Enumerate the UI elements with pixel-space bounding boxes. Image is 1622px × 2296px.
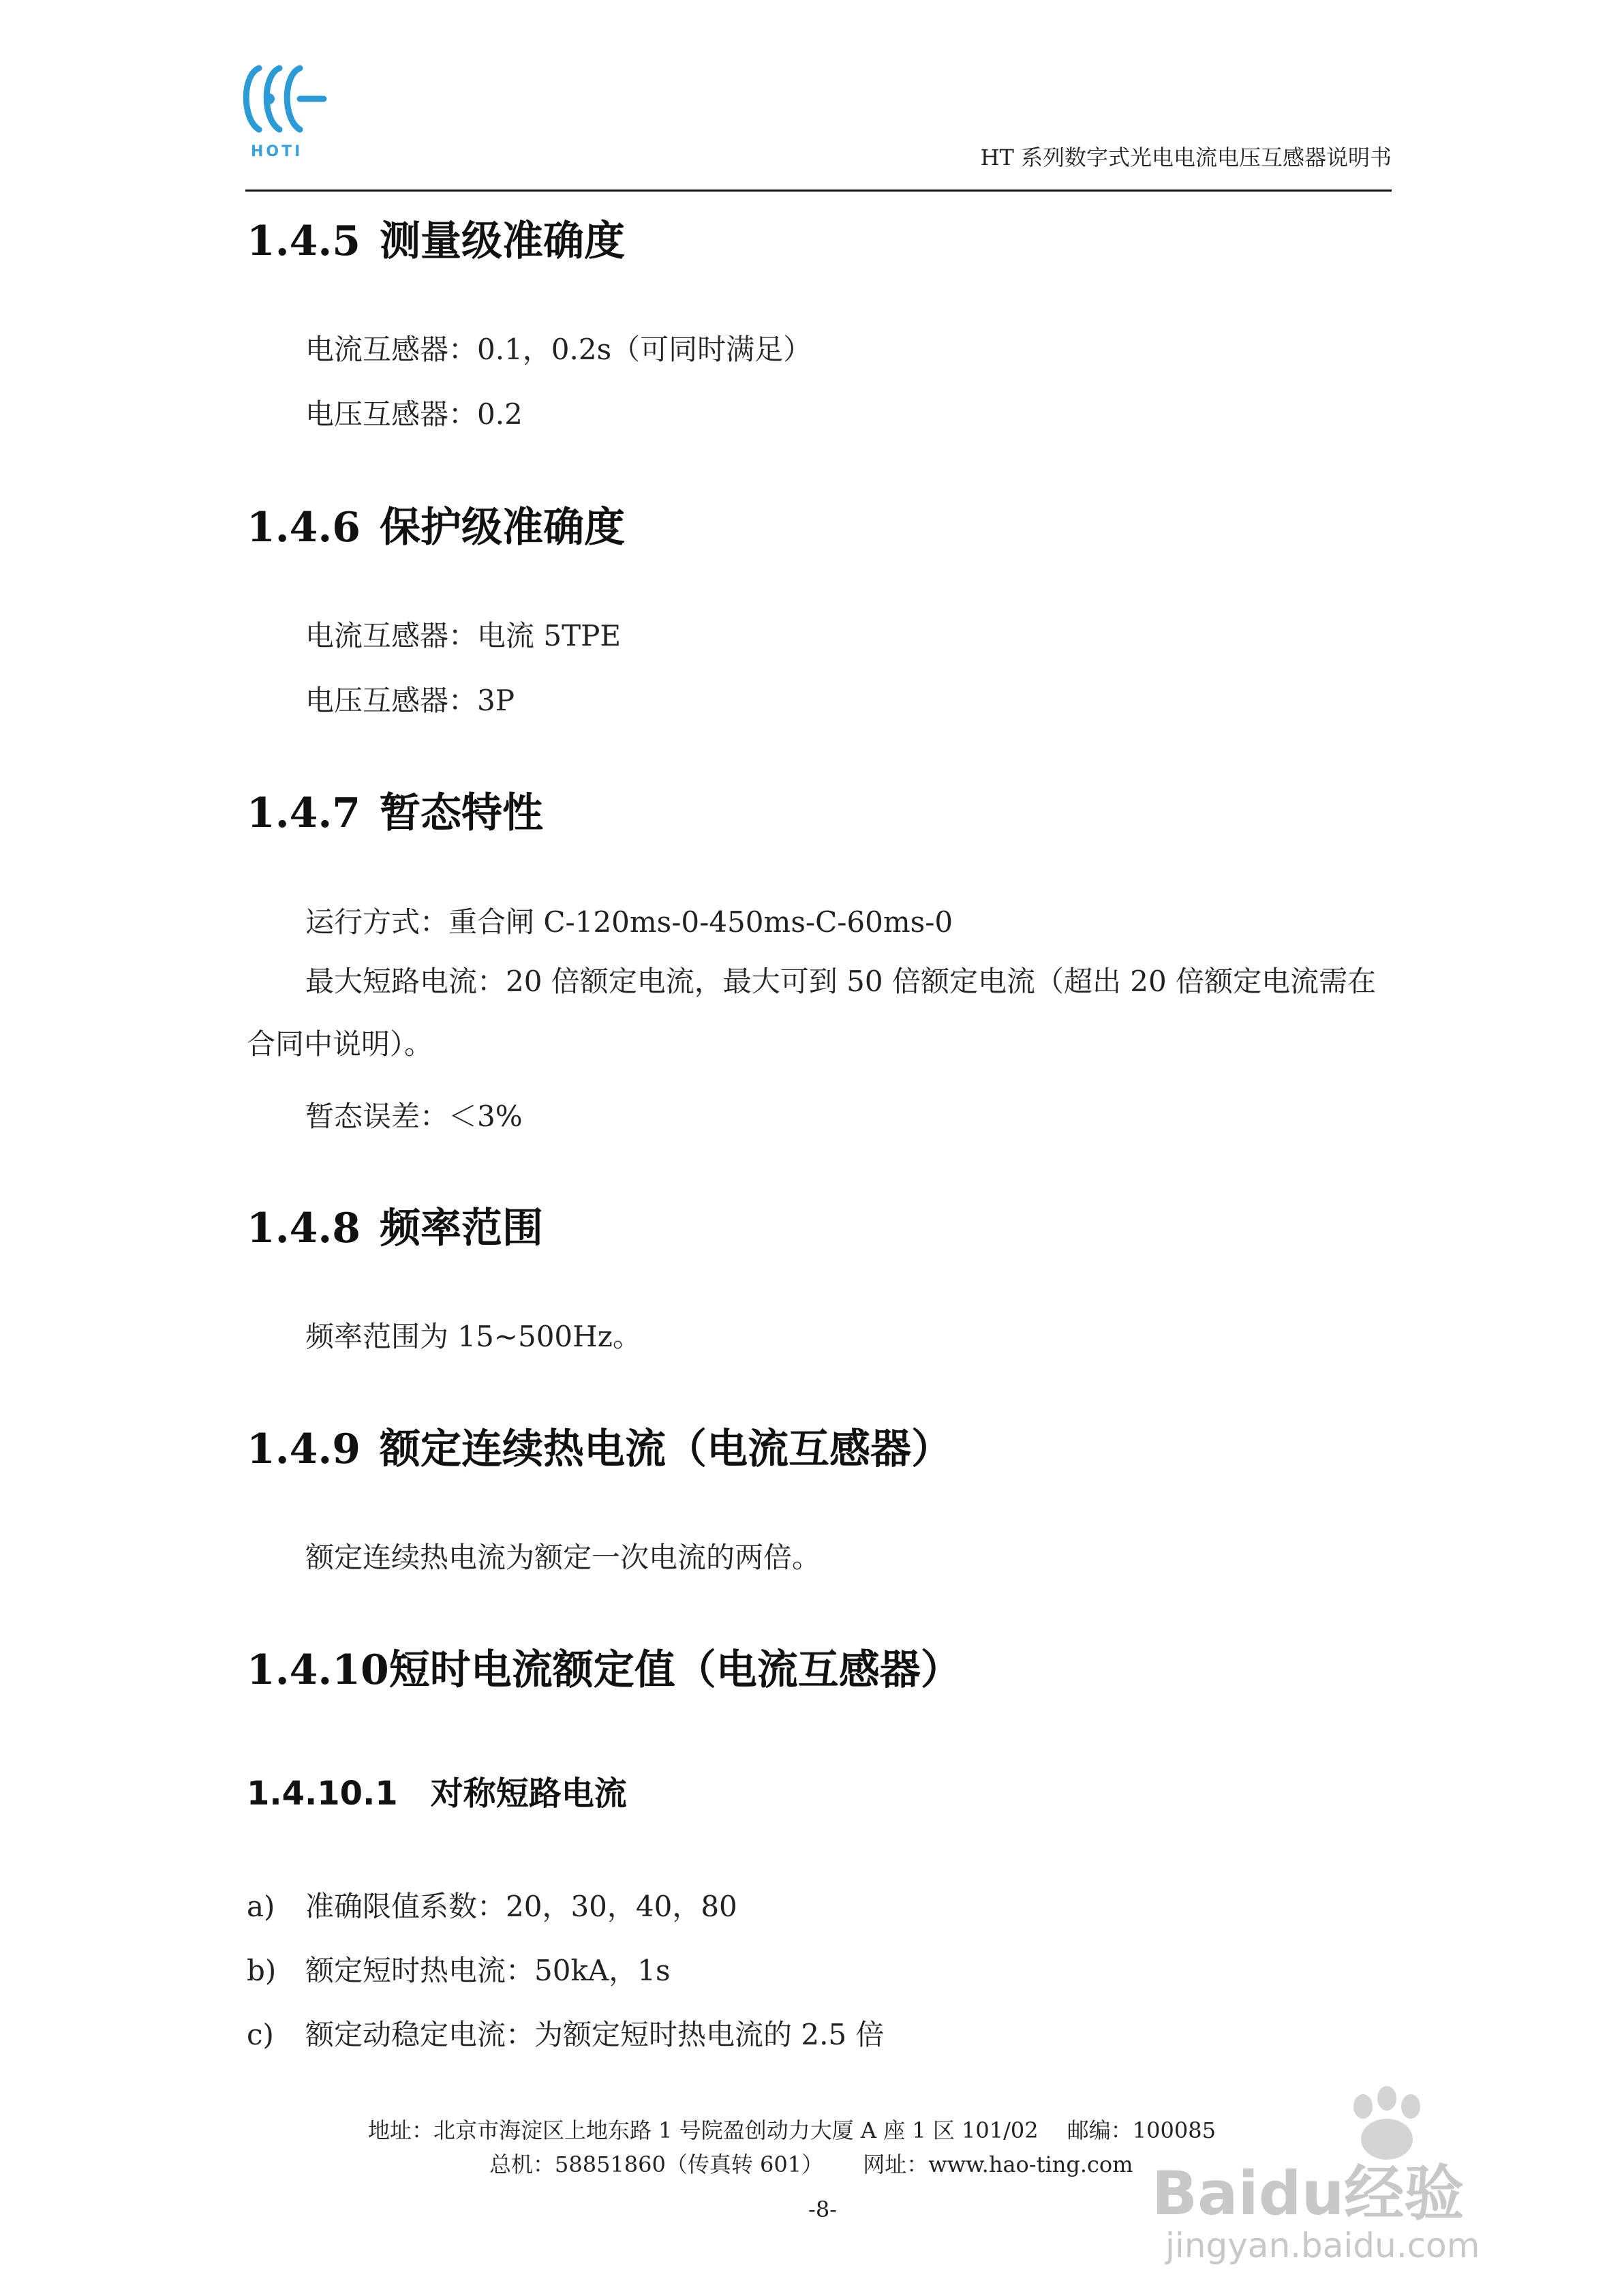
paragraph-line: 频率范围为 15~500Hz。 — [305, 1320, 641, 1353]
paragraph-wrapped: 最大短路电流：20 倍额定电流，最大可到 50 倍额定电流（超出 20 倍额定电流需在合同中说明）。 — [247, 965, 1377, 1061]
header-rule — [245, 190, 1392, 192]
paragraph-line: 电压互感器：3P — [305, 684, 515, 717]
section-title: 暂态特性 — [380, 789, 544, 837]
list-text: 额定动稳定电流：为额定短时热电流的 2.5 倍 — [305, 2018, 885, 2051]
logo-text: HOTI — [251, 143, 303, 160]
document-title: HT 系列数字式光电电流电压互感器说明书 — [980, 145, 1392, 170]
paragraph-line: 额定连续热电流为额定一次电流的两倍。 — [305, 1541, 821, 1574]
section-title: 频率范围 — [380, 1205, 544, 1252]
list-text: 额定短时热电流：50kA，1s — [305, 1954, 671, 1987]
section-number: 1.4.7 — [247, 789, 361, 837]
list-item — [247, 1884, 737, 1925]
paragraph-line: 电流互感器：电流 5TPE — [305, 619, 622, 652]
subsection-heading-1-4-10-1 — [247, 1767, 627, 1814]
subsection-number: 1.4.10.1 — [247, 1774, 398, 1813]
section-number: 1.4.6 — [247, 504, 361, 552]
watermark-brand: Baidu经验 — [1152, 2158, 1465, 2229]
section-title: 保护级准确度 — [380, 504, 626, 552]
section-heading-1-4-8 — [247, 1196, 543, 1254]
logo-icon — [232, 55, 334, 143]
list-text: 准确限值系数：20，30，40，80 — [305, 1890, 737, 1923]
section-title: 测量级准确度 — [380, 217, 626, 265]
watermark-url: jingyan.baidu.com — [1165, 2226, 1480, 2265]
baidu-watermark — [1152, 2086, 1533, 2270]
section-number: 1.4.9 — [247, 1425, 361, 1473]
list-marker: a) — [247, 1890, 275, 1923]
list-marker: c) — [247, 2018, 274, 2051]
list-item — [247, 2012, 885, 2053]
list-item — [247, 1948, 671, 1989]
paragraph-line: 暂态误差：＜3% — [305, 1100, 523, 1133]
paragraph-line: 电流互感器：0.1，0.2s（可同时满足） — [305, 333, 812, 366]
section-number: 1.4.8 — [247, 1205, 361, 1252]
section-number: 1.4.10 — [247, 1646, 389, 1694]
list-marker: b) — [247, 1954, 277, 1987]
subsection-title: 对称短路电流 — [430, 1774, 627, 1813]
section-heading-1-4-7 — [247, 781, 543, 839]
paragraph-line: 运行方式：重合闸 C-120ms-0-450ms-C-60ms-0 — [305, 905, 953, 939]
section-heading-1-4-5 — [247, 209, 625, 267]
section-title: 额定连续热电流（电流互感器） — [380, 1425, 953, 1473]
section-heading-1-4-9 — [247, 1417, 952, 1475]
section-heading-1-4-10 — [247, 1637, 962, 1696]
paragraph-line: 电压互感器：0.2 — [305, 397, 523, 431]
section-number: 1.4.5 — [247, 217, 361, 265]
footer-contact: 总机：58851860（传真转 601） 网址：www.hao-ting.com — [489, 2151, 1133, 2177]
footer-address: 地址：北京市海淀区上地东路 1 号院盈创动力大厦 A 座 1 区 101/02 邮编：100085 — [368, 2117, 1216, 2143]
section-heading-1-4-6 — [247, 495, 625, 554]
page-number: -8- — [808, 2196, 837, 2222]
section-title: 短时电流额定值（电流互感器） — [388, 1646, 962, 1694]
